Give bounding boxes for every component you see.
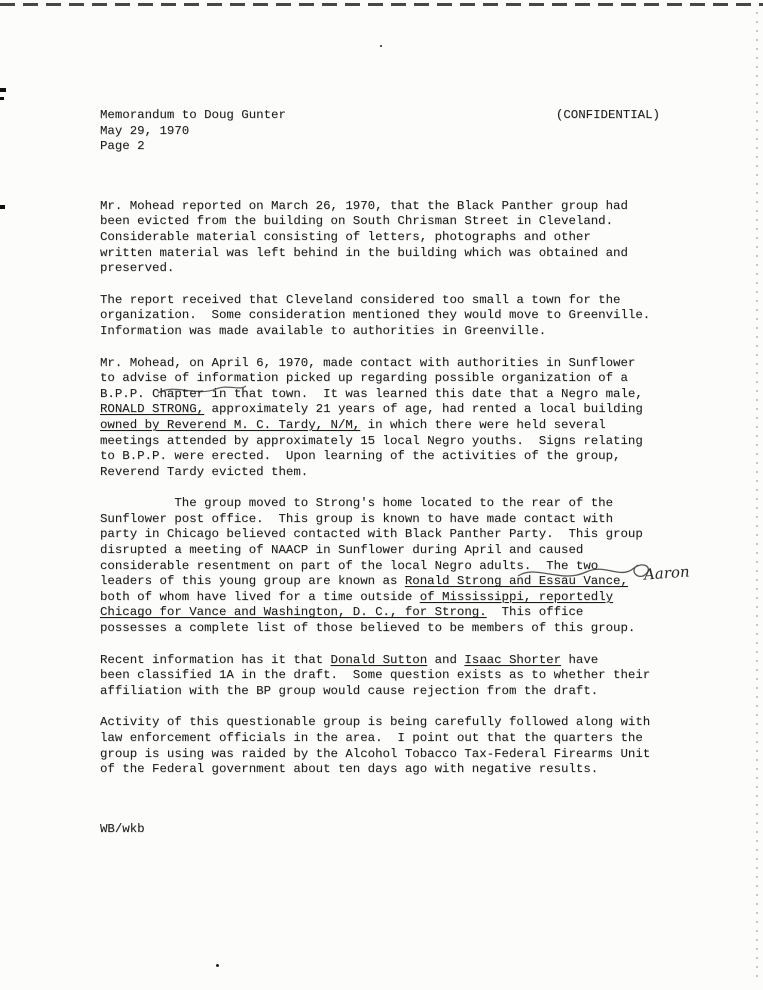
underlined-text: of Mississippi, reportedly bbox=[419, 589, 614, 604]
classification-label: (CONFIDENTIAL) bbox=[555, 108, 660, 122]
memo-header-left bbox=[100, 108, 286, 155]
underlined-text: Isaac Shorter bbox=[464, 652, 562, 667]
memo-paragraph bbox=[100, 653, 660, 700]
handwritten-annotation: Aaron bbox=[643, 562, 691, 584]
memo-line: disrupted a meeting of NAACP in Sunflower during April and caused bbox=[100, 543, 584, 558]
underlined-text: Ronald Strong and Essau Vance, bbox=[404, 574, 628, 589]
memo-line: Reverend Tardy evicted them. bbox=[100, 464, 309, 479]
scan-artifact-speck bbox=[216, 964, 219, 967]
memo-line: to advise of information picked up regarding possible organization of a bbox=[100, 371, 628, 386]
memo-header bbox=[100, 108, 660, 155]
memo-line: law enforcement officials in the area. I point out that the quarters the bbox=[100, 731, 643, 745]
memo-paragraph bbox=[100, 496, 660, 636]
memo-line: Sunflower post office. This group is known to have made contact with bbox=[100, 511, 614, 526]
underlined-text: Donald Sutton bbox=[330, 652, 428, 667]
memo-content bbox=[100, 108, 660, 837]
memo-line: meetings attended by approximately 15 local Negro youths. Signs relating bbox=[100, 433, 643, 448]
memo-page-number: Page 2 bbox=[100, 139, 145, 154]
scan-artifact-speck bbox=[380, 45, 382, 47]
underlined-text: Chicago for Vance and Washington, D. C., for Strong. bbox=[100, 605, 487, 620]
scan-artifact-edge-mark bbox=[0, 97, 4, 100]
scan-artifact-top-dashes bbox=[0, 3, 763, 6]
memo-paragraph bbox=[100, 293, 660, 340]
memo-line: party in Chicago believed contacted with Black Panther Party. This group bbox=[100, 527, 643, 542]
memo-line: possesses a complete list of those believed to be members of this group. bbox=[100, 621, 636, 636]
memo-line: Mr. Mohead, on April 6, 1970, made contact with authorities in Sunflower bbox=[100, 355, 636, 370]
memo-line: written material was left behind in the building which was obtained and bbox=[100, 245, 628, 260]
underlined-text: owned by Reverend M. C. Tardy, N/M, bbox=[100, 417, 361, 432]
memo-line: both of whom have lived for a time outside of Mississippi, reportedly bbox=[100, 589, 614, 604]
scan-artifact-right-dots bbox=[756, 12, 758, 978]
memo-line: Recent information has it that Donald Sutton and Isaac Shorter have bbox=[100, 652, 599, 667]
memo-line: Considerable material consisting of letters, photographs and other bbox=[100, 229, 591, 244]
memo-line: been evicted from the building on South Chrisman Street in Cleveland. bbox=[100, 214, 614, 229]
scan-artifact-edge-mark bbox=[0, 88, 6, 92]
memo-line: organization. Some consideration mentioned they would move to Greenville. bbox=[100, 308, 651, 323]
memo-to-line: Memorandum to Doug Gunter bbox=[100, 108, 286, 122]
memo-line: The group moved to Strong's home located to the rear of the bbox=[100, 496, 614, 511]
memo-line: leaders of this young group are known as Ronald Strong and Essau Vance, bbox=[100, 574, 628, 589]
memo-line: been classified 1A in the draft. Some question exists as to whether their bbox=[100, 668, 651, 683]
memo-line: of the Federal government about ten days ago with negative results. bbox=[100, 762, 599, 777]
memo-line: preserved. bbox=[100, 261, 175, 276]
memo-paragraph bbox=[100, 715, 660, 777]
memo-line: The report received that Cleveland considered too small a town for the bbox=[100, 292, 621, 307]
memo-date: May 29, 1970 bbox=[100, 123, 190, 138]
memo-paragraph bbox=[100, 199, 660, 277]
memo-line: to B.P.P. were erected. Upon learning of the activities of the group, bbox=[100, 449, 621, 464]
memo-line: considerable resentment on part of the local Negro adults. The two bbox=[100, 558, 599, 573]
memo-line: affiliation with the BP group would cause rejection from the draft. bbox=[100, 683, 599, 698]
memo-line: owned by Reverend M. C. Tardy, N/M, in which there were held several bbox=[100, 417, 606, 432]
memo-line: Mr. Mohead reported on March 26, 1970, that the Black Panther group had bbox=[100, 198, 628, 213]
memo-line: Activity of this questionable group is being carefully followed along with bbox=[100, 715, 651, 730]
memo-paragraph bbox=[100, 356, 660, 481]
underlined-text: RONALD STRONG, bbox=[100, 402, 205, 417]
memo-line: group is using was raided by the Alcohol Tobacco Tax-Federal Firearms Unit bbox=[100, 746, 651, 761]
scan-artifact-edge-mark bbox=[0, 205, 5, 209]
memo-body bbox=[100, 199, 660, 778]
memo-line: Information was made available to authorities in Greenville. bbox=[100, 323, 547, 338]
memo-line: RONALD STRONG, approximately 21 years of age, had rented a local building bbox=[100, 402, 643, 417]
typist-initials: WB/wkb bbox=[100, 821, 145, 836]
memo-line: B.P.P. Chapter in that town. It was learned this date that a Negro male, bbox=[100, 386, 643, 401]
memo-line: Chicago for Vance and Washington, D. C., for Strong. This office bbox=[100, 605, 584, 620]
